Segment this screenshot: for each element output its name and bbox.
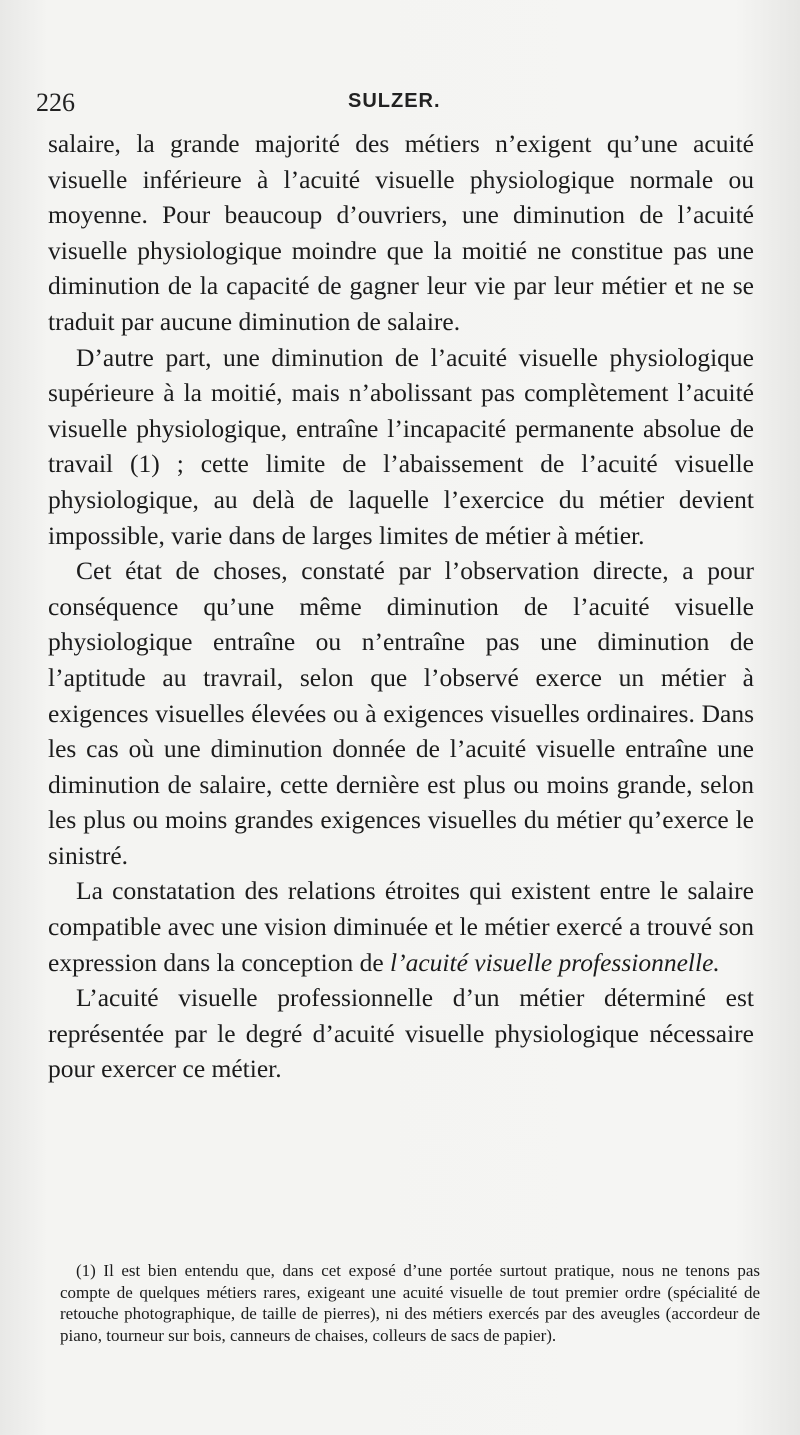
paragraph-4 bbox=[48, 873, 754, 980]
running-head: SULZER. bbox=[348, 90, 441, 112]
paragraph-5: L’acuité visuelle professionnelle d’un métier déterminé est représentée par le degré d’acuité visuelle physiologique nécessaire pour exercer ce métier. bbox=[48, 983, 754, 1084]
body-text bbox=[48, 126, 754, 1087]
paragraph-4-emphasis: l’acuité visuelle professionnelle. bbox=[390, 947, 720, 977]
footnote bbox=[60, 1260, 760, 1346]
footnote-text: (1) Il est bien entendu que, dans cet exposé d’une portée surtout pratique, nous ne tenons pas compte de quelques métiers rares, exigeant une acuité visuelle de tout premier ordre (spécialité de retouche photographique, de taille de pierres), ni des métiers exercés par des aveugles (accordeur de piano, tourneur sur bois, canneurs de chaises, colleurs de sacs de papier). bbox=[60, 1261, 760, 1345]
paragraph-2: D’autre part, une diminution de l’acuité visuelle physiologique supérieure à la moitié, mais n’abolissant pas complètement l’acuité visuelle physiologique, entraîne l’incapacité permanente absolue de travail (1) ; cette limite de l’abaissement de l’acuité visuelle physiologique, au delà de laquelle l’exercice du métier devient impossible, varie dans de larges limites de métier à métier. bbox=[48, 342, 754, 550]
page-number: 226 bbox=[36, 88, 75, 117]
page-header bbox=[36, 88, 756, 124]
paragraph-1: salaire, la grande majorité des métiers n’exigent qu’une acuité visuelle inférieure à l’acuité visuelle physiologique normale ou moyenne. Pour beaucoup d’ouvriers, une diminution de l’acuité visuelle physiologique moindre que la moitié ne constitue pas une diminution de la capacité de gagner leur vie par leur métier et ne se traduit par aucune diminution de salaire. bbox=[48, 129, 754, 336]
paragraph-3: Cet état de choses, constaté par l’observation directe, a pour conséquence qu’une même diminution de l’acuité visuelle physiologique entraîne ou n’entraîne pas une diminution de l’aptitude au travrail, selon que l’observé exerce un métier à exigences visuelles élevées ou à exigences visuelles ordinaires. Dans les cas où une diminution donnée de l’acuité visuelle entraîne une diminution de salaire, cette dernière est plus ou moins grande, selon les plus ou moins grandes exigences visuelles du métier qu’exerce le sinistré. bbox=[48, 556, 754, 870]
paragraph-4-text: La constatation des relations étroites qui existent entre le salaire compatible avec une vision diminuée et le métier exercé a trouvé son expression dans la conception de bbox=[48, 876, 754, 977]
